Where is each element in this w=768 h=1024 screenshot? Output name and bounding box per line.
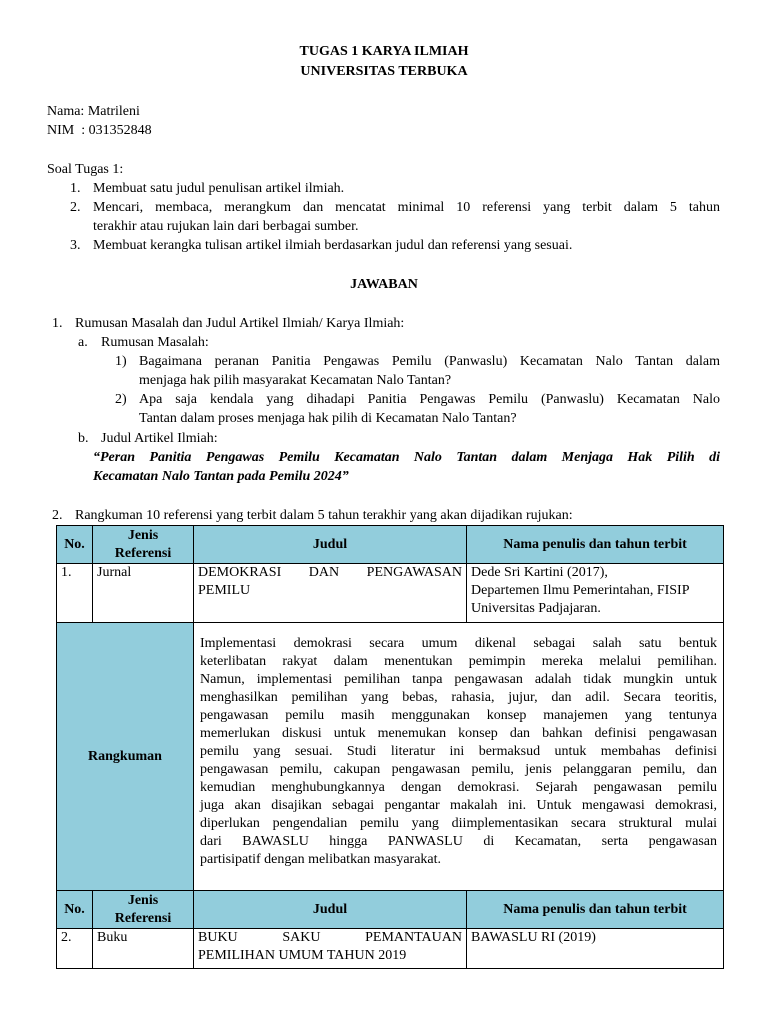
- row-jenis: Buku: [93, 929, 194, 969]
- header-judul: Judul: [194, 526, 467, 564]
- subsection-label: a.: [78, 335, 88, 350]
- assignment-item-number: 1.: [70, 181, 81, 196]
- student-nim: NIM : 031352848: [47, 123, 152, 138]
- table-row: [57, 564, 724, 623]
- doc-title-line-1: TUGAS 1 KARYA ILMIAH: [299, 44, 469, 59]
- header-judul: Judul: [194, 891, 467, 929]
- assignment-item-text: Mencari, membaca, merangkum dan mencatat minimal 10 referensi yang terbit dalam 5 tahun: [93, 200, 720, 215]
- assignment-item-text: Membuat satu judul penulisan artikel ilmiah.: [93, 181, 345, 196]
- table-row: [57, 929, 724, 969]
- section-number: 1.: [52, 316, 63, 331]
- row-penulis: [467, 929, 724, 969]
- row-penulis: [467, 564, 724, 623]
- student-name: Nama: Matrileni: [47, 104, 140, 119]
- question-text: Tantan dalam proses menjaga hak pilih di Kecamatan Nalo Tantan?: [139, 411, 517, 426]
- summary-line: juga akan disajikan sebagai pengantar makalah ini. Untuk mengawasi demokrasi,: [200, 798, 717, 813]
- summary-text: [194, 623, 724, 891]
- section-title: Rumusan Masalah dan Judul Artikel Ilmiah/ Karya Ilmiah:: [75, 316, 405, 331]
- header-jenis-line: Referensi: [114, 545, 172, 561]
- assignment-item-text: Membuat kerangka tulisan artikel ilmiah berdasarkan judul dan referensi yang sesuai.: [93, 238, 573, 253]
- row-penulis-line: Universitas Padjajaran.: [471, 601, 601, 616]
- summary-line: memerlukan diskusi untuk menemukan konsep dan bahkan definisi pengawasan: [200, 726, 717, 741]
- summary-line: pemilu yang sesuai. Studi literatur ini bermaksud untuk membahas definisi: [200, 744, 717, 759]
- row-judul-line: BUKU SAKU PEMANTAUAN: [198, 930, 462, 945]
- row-number: 1.: [57, 564, 93, 623]
- summary-line: kemudian menghubungkannya dengan demokrasi. Sejarah pengawasan pemilu: [200, 780, 717, 795]
- row-penulis-line: BAWASLU RI (2019): [471, 930, 596, 945]
- question-number: 1): [115, 354, 127, 369]
- doc-title-line-2: UNIVERSITAS TERBUKA: [300, 64, 468, 79]
- table-header-row: [57, 526, 724, 564]
- assignment-item-number: 2.: [70, 200, 81, 215]
- question-text: Apa saja kendala yang dihadapi Panitia Pengawas Pemilu (Panwaslu) Kecamatan Nalo: [139, 392, 720, 407]
- row-jenis: Jurnal: [93, 564, 194, 623]
- references-table: [56, 525, 724, 969]
- row-judul-line: DEMOKRASI DAN PENGAWASAN: [198, 565, 462, 580]
- summary-line: pengawasan pemilu, cakupan pengawasan pemilu, jenis pelanggaran pemilu, dan: [200, 762, 717, 777]
- article-title: Kecamatan Nalo Tantan pada Pemilu 2024”: [93, 469, 349, 484]
- summary-line: dari BAWASLU hingga PANWASLU di Kecamatan, serta pengawasan: [200, 834, 717, 849]
- row-penulis-line: Dede Sri Kartini (2017),: [471, 565, 608, 580]
- header-penulis: Nama penulis dan tahun terbit: [467, 891, 724, 929]
- summary-label: Rangkuman: [57, 623, 194, 891]
- summary-line: Implementasi demokrasi secara umum dikenal sebagai salah satu bentuk: [200, 636, 717, 651]
- answer-heading: JAWABAN: [350, 277, 418, 292]
- summary-line: pengawasan pemilu masih menggunakan konsep manajemen yang tentunya: [200, 708, 717, 723]
- row-judul: [194, 564, 467, 623]
- summary-row: [57, 623, 724, 891]
- summary-line: keterlibatan rakyat dalam menentukan pemimpin mereka melalui pemilihan.: [200, 654, 717, 669]
- summary-line: diperlukan pengendalian pemilu yang diimplementasikan secara struktural mulai: [200, 816, 717, 831]
- row-penulis-line: Departemen Ilmu Pemerintahan, FISIP: [471, 583, 690, 598]
- summary-line: partisipatif dengan melibatkan masyarakat.: [200, 852, 442, 867]
- header-penulis: Nama penulis dan tahun terbit: [467, 526, 724, 564]
- section-number: 2.: [52, 508, 63, 523]
- article-title: “Peran Panitia Pengawas Pemilu Kecamatan Nalo Tantan dalam Menjaga Hak Pilih di: [93, 450, 720, 465]
- row-judul-line: PEMILU: [198, 583, 251, 598]
- header-jenis-referensi: [93, 526, 194, 564]
- header-jenis-line: Referensi: [114, 910, 172, 926]
- subsection-title: Judul Artikel Ilmiah:: [101, 431, 218, 446]
- row-number: 2.: [57, 929, 93, 969]
- question-text: Bagaimana peranan Panitia Pengawas Pemilu (Panwaslu) Kecamatan Nalo Tantan dalam: [139, 354, 720, 369]
- section-title: Rangkuman 10 referensi yang terbit dalam 5 tahun terakhir yang akan dijadikan rujukan:: [75, 508, 573, 523]
- header-jenis-line: Jenis: [127, 527, 159, 543]
- header-jenis-referensi: [93, 891, 194, 929]
- header-jenis-line: Jenis: [127, 892, 159, 908]
- row-judul: [194, 929, 467, 969]
- question-number: 2): [115, 392, 127, 407]
- subsection-label: b.: [78, 431, 89, 446]
- subsection-title: Rumusan Masalah:: [101, 335, 209, 350]
- summary-line: menghasilkan pemilihan yang bebas, rahasia, jujur, dan adil. Secara teoritis,: [200, 690, 717, 705]
- summary-line: Namun, implementasi pemilihan tanpa pengawasan adalah tidak mungkin untuk: [200, 672, 717, 687]
- row-judul-line: PEMILIHAN UMUM TAHUN 2019: [198, 948, 407, 963]
- header-no: No.: [57, 891, 93, 929]
- assignment-item-number: 3.: [70, 238, 81, 253]
- assignment-heading: Soal Tugas 1:: [47, 162, 124, 177]
- table-header-row: [57, 891, 724, 929]
- question-text: menjaga hak pilih masyarakat Kecamatan Nalo Tantan?: [139, 373, 452, 388]
- assignment-item-text: terakhir atau rujukan lain dari berbagai sumber.: [93, 219, 359, 234]
- header-no: No.: [57, 526, 93, 564]
